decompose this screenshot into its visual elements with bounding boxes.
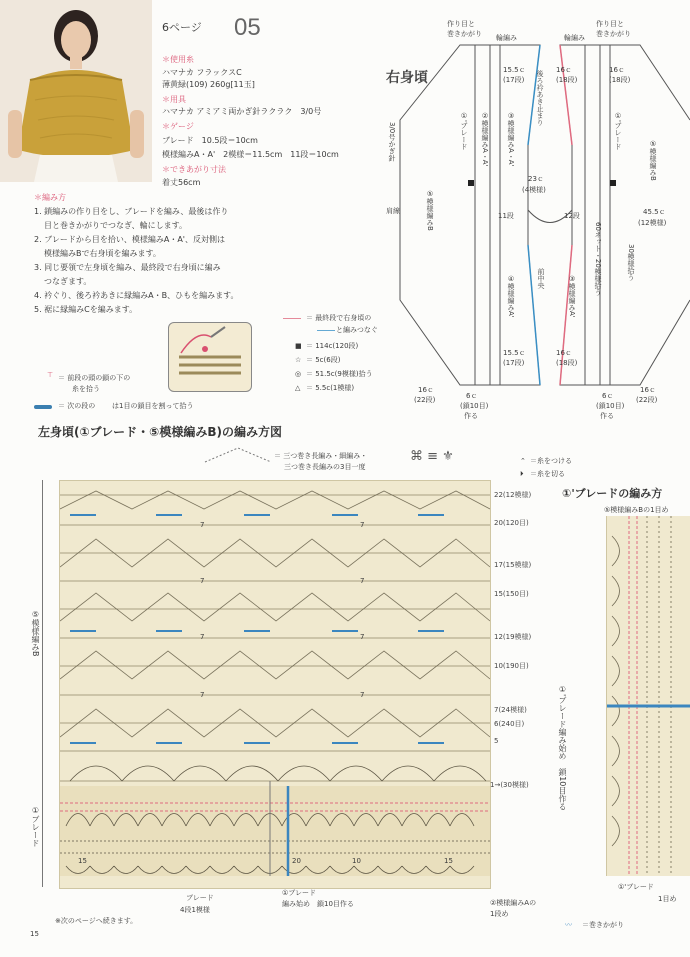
chart-number: 7 xyxy=(360,691,365,699)
dim-17rows-bottom: (17段) xyxy=(503,359,525,367)
gauge-line1: ブレード 10.5段＝10cm xyxy=(162,136,258,145)
dim-16-right: 16ｃ xyxy=(609,66,625,74)
dim-16: 16ｃ xyxy=(556,66,572,74)
chart-number: 10 xyxy=(352,857,361,865)
model-photo xyxy=(0,0,152,182)
row-label: 20(120目) xyxy=(494,519,529,527)
chart-number: 7 xyxy=(200,633,205,641)
three-stitch-symbol-icon xyxy=(203,446,273,464)
yarn-heading: ＊使用糸 xyxy=(162,55,194,64)
chart-number: 15 xyxy=(78,857,87,865)
pattern-a-label4: ③模様編みA' xyxy=(568,275,576,318)
blade-label-left: ①'ブレード xyxy=(460,112,468,150)
howto-step: 2. ブレードから目を拾い、模様編みA・A'、反対側は xyxy=(34,235,225,244)
dim-17rows: (17段) xyxy=(503,76,525,84)
howto-step: 5. 裾に縁編みCを編みます。 xyxy=(34,305,138,314)
pattern-b-side-label: ⑤模様編みB xyxy=(31,610,40,657)
shoulder-line-label: 肩線 xyxy=(386,207,400,215)
bottom-16-right: 16ｃ xyxy=(640,386,656,394)
bottom-make-left: 作る xyxy=(464,412,478,420)
stitch-illustration xyxy=(168,322,252,392)
row-label: 10(190目) xyxy=(494,662,529,670)
side-blade-first-stitch: 1目め xyxy=(658,895,677,903)
legend-join1: ＝ 最終段で右身頃の xyxy=(306,314,372,322)
chart-number: 7 xyxy=(360,577,365,585)
count-star: ＝ 5c(6段) xyxy=(306,356,341,364)
back-opening-label: 後ろ衿あき止まり xyxy=(536,70,544,126)
howto-step: 目と巻きかがりでつなぎ、輪にします。 xyxy=(44,221,188,230)
count-triangle: ＝ 5.5c(1模様) xyxy=(306,384,355,392)
legend-join2: と編みつなぐ xyxy=(336,326,378,334)
legend-split2: は1目の鎖目を割って拾う xyxy=(112,402,194,410)
dim-16-bottom: 16ｃ xyxy=(556,349,572,357)
round-edge-label2: 輪編み xyxy=(564,34,585,42)
chart-side-rule xyxy=(42,480,43,887)
bottom-blade-repeat: 4段1模様 xyxy=(180,906,210,914)
symbol-legend1: ＝ 三つ巻き長編み・細編み・ xyxy=(274,452,368,460)
row-label: 1→(30模様) xyxy=(490,781,529,789)
pattern-number: 05 xyxy=(234,14,261,41)
dim-4patterns: (4模様) xyxy=(522,186,546,194)
bottom-make-right: 作る xyxy=(600,412,614,420)
pattern-a-label1: ③模様編みA・A' xyxy=(507,112,515,167)
howto-step: 模様編みBで右身頃を編みます。 xyxy=(44,249,161,258)
attach-yarn-legend: ＝糸をつける xyxy=(530,457,572,465)
split-symbol-icon xyxy=(34,405,52,409)
side-blade-bottom: ①'ブレード xyxy=(618,883,654,891)
size-line: 着丈56cm xyxy=(162,178,201,187)
chart-number: 7 xyxy=(360,521,365,529)
howto-step: つなぎます。 xyxy=(44,277,92,286)
chart-title: 左身頃(①ブレード・⑤模様編みB)の編み方図 xyxy=(38,425,282,439)
howto-title: ＊編み方 xyxy=(34,193,66,202)
pattern-b-label2: ⑤模様編みB xyxy=(649,140,657,181)
round-edge-label: 輪編み xyxy=(496,34,517,42)
count-double-circle: ＝ 51.5c(9模様)拾う xyxy=(306,370,373,378)
dim-18rows: (18段) xyxy=(556,76,578,84)
dim-11rows: 11段 xyxy=(498,212,514,220)
tools-line: ハマナカ アミアミ両かぎ針ラクラク 3/0号 xyxy=(162,107,322,116)
chart-number: 7 xyxy=(200,577,205,585)
chart-number: 15 xyxy=(444,857,453,865)
row-label: 7(24模様) xyxy=(494,706,527,714)
howto-step: 4. 衿ぐり、後ろ衿あきに縁編みA・B、ひもを編みます。 xyxy=(34,291,239,300)
pickup-30-label: 30模様拾う xyxy=(627,244,635,281)
right-body-title: 右身頃 xyxy=(386,70,428,86)
blade-start-label: ①ブレード xyxy=(282,889,316,897)
side-blade-chart xyxy=(606,516,690,876)
dim-455: 45.5ｃ xyxy=(643,208,666,216)
bottom-22rows-right: (22段) xyxy=(636,396,658,404)
side-blade-vertical-note: ①'ブレード編み始め 鎖10目作る xyxy=(558,685,567,811)
roll-stitch-legend: ＝巻きかがり xyxy=(582,921,624,929)
howto-step: 1. 鎖編みの作り目をし、ブレードを編み、最後は作り xyxy=(34,207,229,216)
hook-size: 3/0号かぎ針 xyxy=(388,122,396,162)
row-label: 6(240目) xyxy=(494,720,525,728)
blade-label-right: ①'ブレード xyxy=(614,112,622,150)
stitch-symbol-icon: ⌘ ≡ ⚜ xyxy=(410,449,454,464)
cut-yarn-legend: ＝糸を切る xyxy=(530,470,565,478)
pattern-a-label2: ②模様編みA・A' xyxy=(481,112,489,167)
bottom-ch10-left: (鎖10目) xyxy=(460,402,489,410)
bottom-6-left: 6ｃ xyxy=(466,392,478,400)
chart-number: 20 xyxy=(292,857,301,865)
row-label: 5 xyxy=(494,737,499,745)
net-60-label: 60ネット・20模様拾う xyxy=(594,222,602,296)
row-label: 15(150目) xyxy=(494,590,529,598)
row-label: 12(19模様) xyxy=(494,633,532,641)
start-label-left2: 巻きかがり xyxy=(447,30,482,38)
chart-number: 7 xyxy=(360,633,365,641)
legend-pickup: ＝ 前段の頭の鎖の下の xyxy=(58,374,131,382)
start-label-left: 作り目と xyxy=(447,20,475,28)
bottom-blade-label: ブレード xyxy=(186,894,214,902)
page-number: 15 xyxy=(30,930,39,938)
start-label-right: 作り目と xyxy=(596,20,624,28)
pattern-b-label: ⑤模様編みB xyxy=(426,190,434,231)
dim-12rows: 12段 xyxy=(564,212,580,220)
pattern-a-start-row: 1段め xyxy=(490,910,509,918)
side-blade-title: ①'ブレードの編み方 xyxy=(562,487,663,500)
yarn-line1: ハマナカ フラックスC xyxy=(162,68,242,77)
bottom-ch10-right: (鎖10目) xyxy=(596,402,625,410)
dim-155: 15.5ｃ xyxy=(503,66,526,74)
side-blade-sub: ⑤模様編みBの1目め xyxy=(604,506,669,514)
count-square: ＝ 114c(120段) xyxy=(306,342,359,350)
dim-155-bottom: 15.5ｃ xyxy=(503,349,526,357)
howto-step: 3. 同じ要領で左身頃を編み、最終段で右身頃に編み xyxy=(34,263,221,272)
size-heading: ＊できあがり寸法 xyxy=(162,165,226,174)
dim-18rows-right: (18段) xyxy=(609,76,631,84)
legend-pickup2: 糸を拾う xyxy=(72,385,100,393)
yarn-line2: 薄黄緑(109) 260g[11玉] xyxy=(162,80,255,89)
row-label: 17(15模様) xyxy=(494,561,532,569)
dim-23: 23ｃ xyxy=(528,175,544,183)
row-label: 22(12模様) xyxy=(494,491,532,499)
stitch-chart-left-body xyxy=(59,480,491,889)
blade-side-label: ①ブレード xyxy=(31,806,40,847)
page-ref: 6ページ xyxy=(162,21,202,34)
pattern-a-start: ②模様編みAの xyxy=(490,899,537,907)
continued-note: ※次のページへ続きます。 xyxy=(55,917,138,925)
dim-12patterns: (12模様) xyxy=(638,219,667,227)
front-center-label: 前中央 xyxy=(537,268,545,289)
chart-number: 7 xyxy=(200,521,205,529)
bottom-6-right: 6ｃ xyxy=(602,392,614,400)
tools-heading: ＊用具 xyxy=(162,95,186,104)
dim-18rows-bottom: (18段) xyxy=(556,359,578,367)
gauge-line2: 模様編みA・A' 2模様＝11.5cm 11段＝10cm xyxy=(162,150,339,159)
start-label-right2: 巻きかがり xyxy=(596,30,631,38)
gauge-heading: ＊ゲージ xyxy=(162,122,194,131)
bottom-22rows-left: (22段) xyxy=(414,396,436,404)
chart-number: 7 xyxy=(200,691,205,699)
pattern-a-label3: ④模様編みA' xyxy=(507,275,515,318)
legend-split: ＝ 次の段の xyxy=(58,402,96,410)
symbol-legend2: 三つ巻き長編みの3目一度 xyxy=(284,463,366,471)
blade-start-chain: 編み始め 鎖10目作る xyxy=(282,900,354,908)
bottom-16-left: 16ｃ xyxy=(418,386,434,394)
